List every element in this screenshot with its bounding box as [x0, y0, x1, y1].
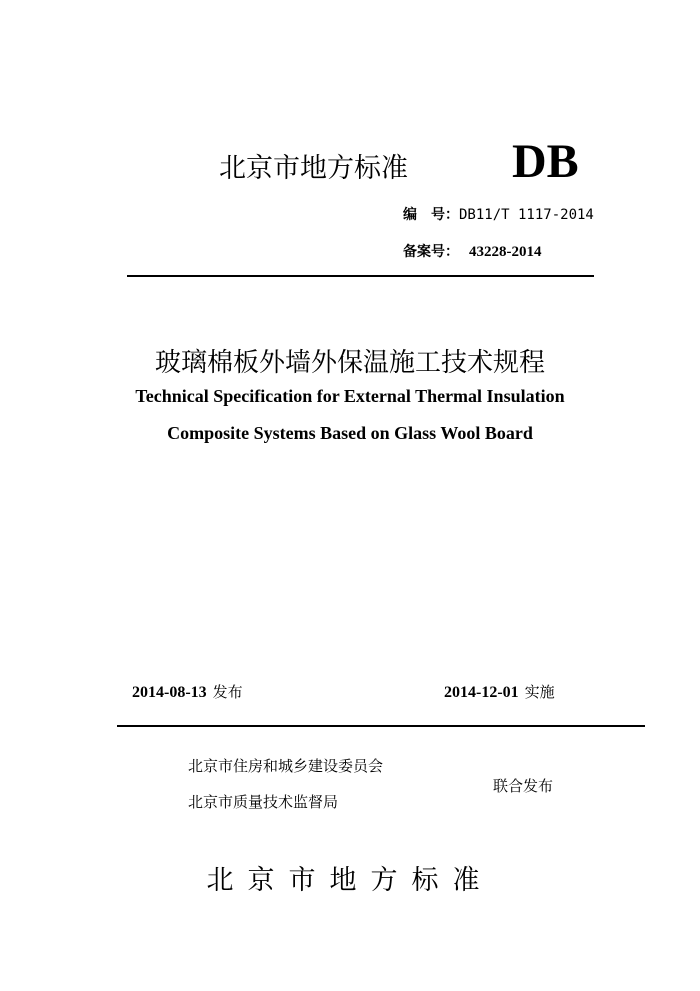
bottom-divider	[117, 725, 645, 727]
record-number-label: 备案号：	[403, 244, 459, 260]
implementation-date-value: 2014-12-01	[444, 684, 519, 701]
title-english-line1: Technical Specification for External Thermal Insulation	[135, 386, 565, 406]
top-divider	[127, 275, 594, 277]
record-number-value: 43228-2014	[469, 244, 542, 260]
implementation-date	[444, 681, 555, 702]
publisher-2: 北京市质量技术监督局	[188, 793, 339, 811]
issue-date-value: 2014-08-13	[132, 684, 207, 701]
issue-date	[132, 681, 243, 702]
publisher-1: 北京市住房和城乡建设委员会	[188, 757, 384, 775]
footer-standard-type: 北京市地方标准	[206, 865, 494, 896]
standard-code	[403, 204, 594, 224]
record-number	[403, 241, 542, 261]
db-mark: DB	[512, 135, 579, 188]
standard-code-label: 编 号：	[403, 207, 459, 223]
joint-release-label: 联合发布	[493, 777, 554, 795]
issue-date-label: 发布	[212, 683, 243, 701]
implementation-date-label: 实施	[524, 683, 555, 701]
title-english-line2: Composite Systems Based on Glass Wool Board	[167, 423, 533, 443]
title-chinese: 玻璃棉板外墙外保温施工技术规程	[154, 348, 545, 378]
standard-code-value: DB11/T 1117-2014	[459, 207, 594, 223]
standard-type-heading: 北京市地方标准	[219, 153, 408, 184]
